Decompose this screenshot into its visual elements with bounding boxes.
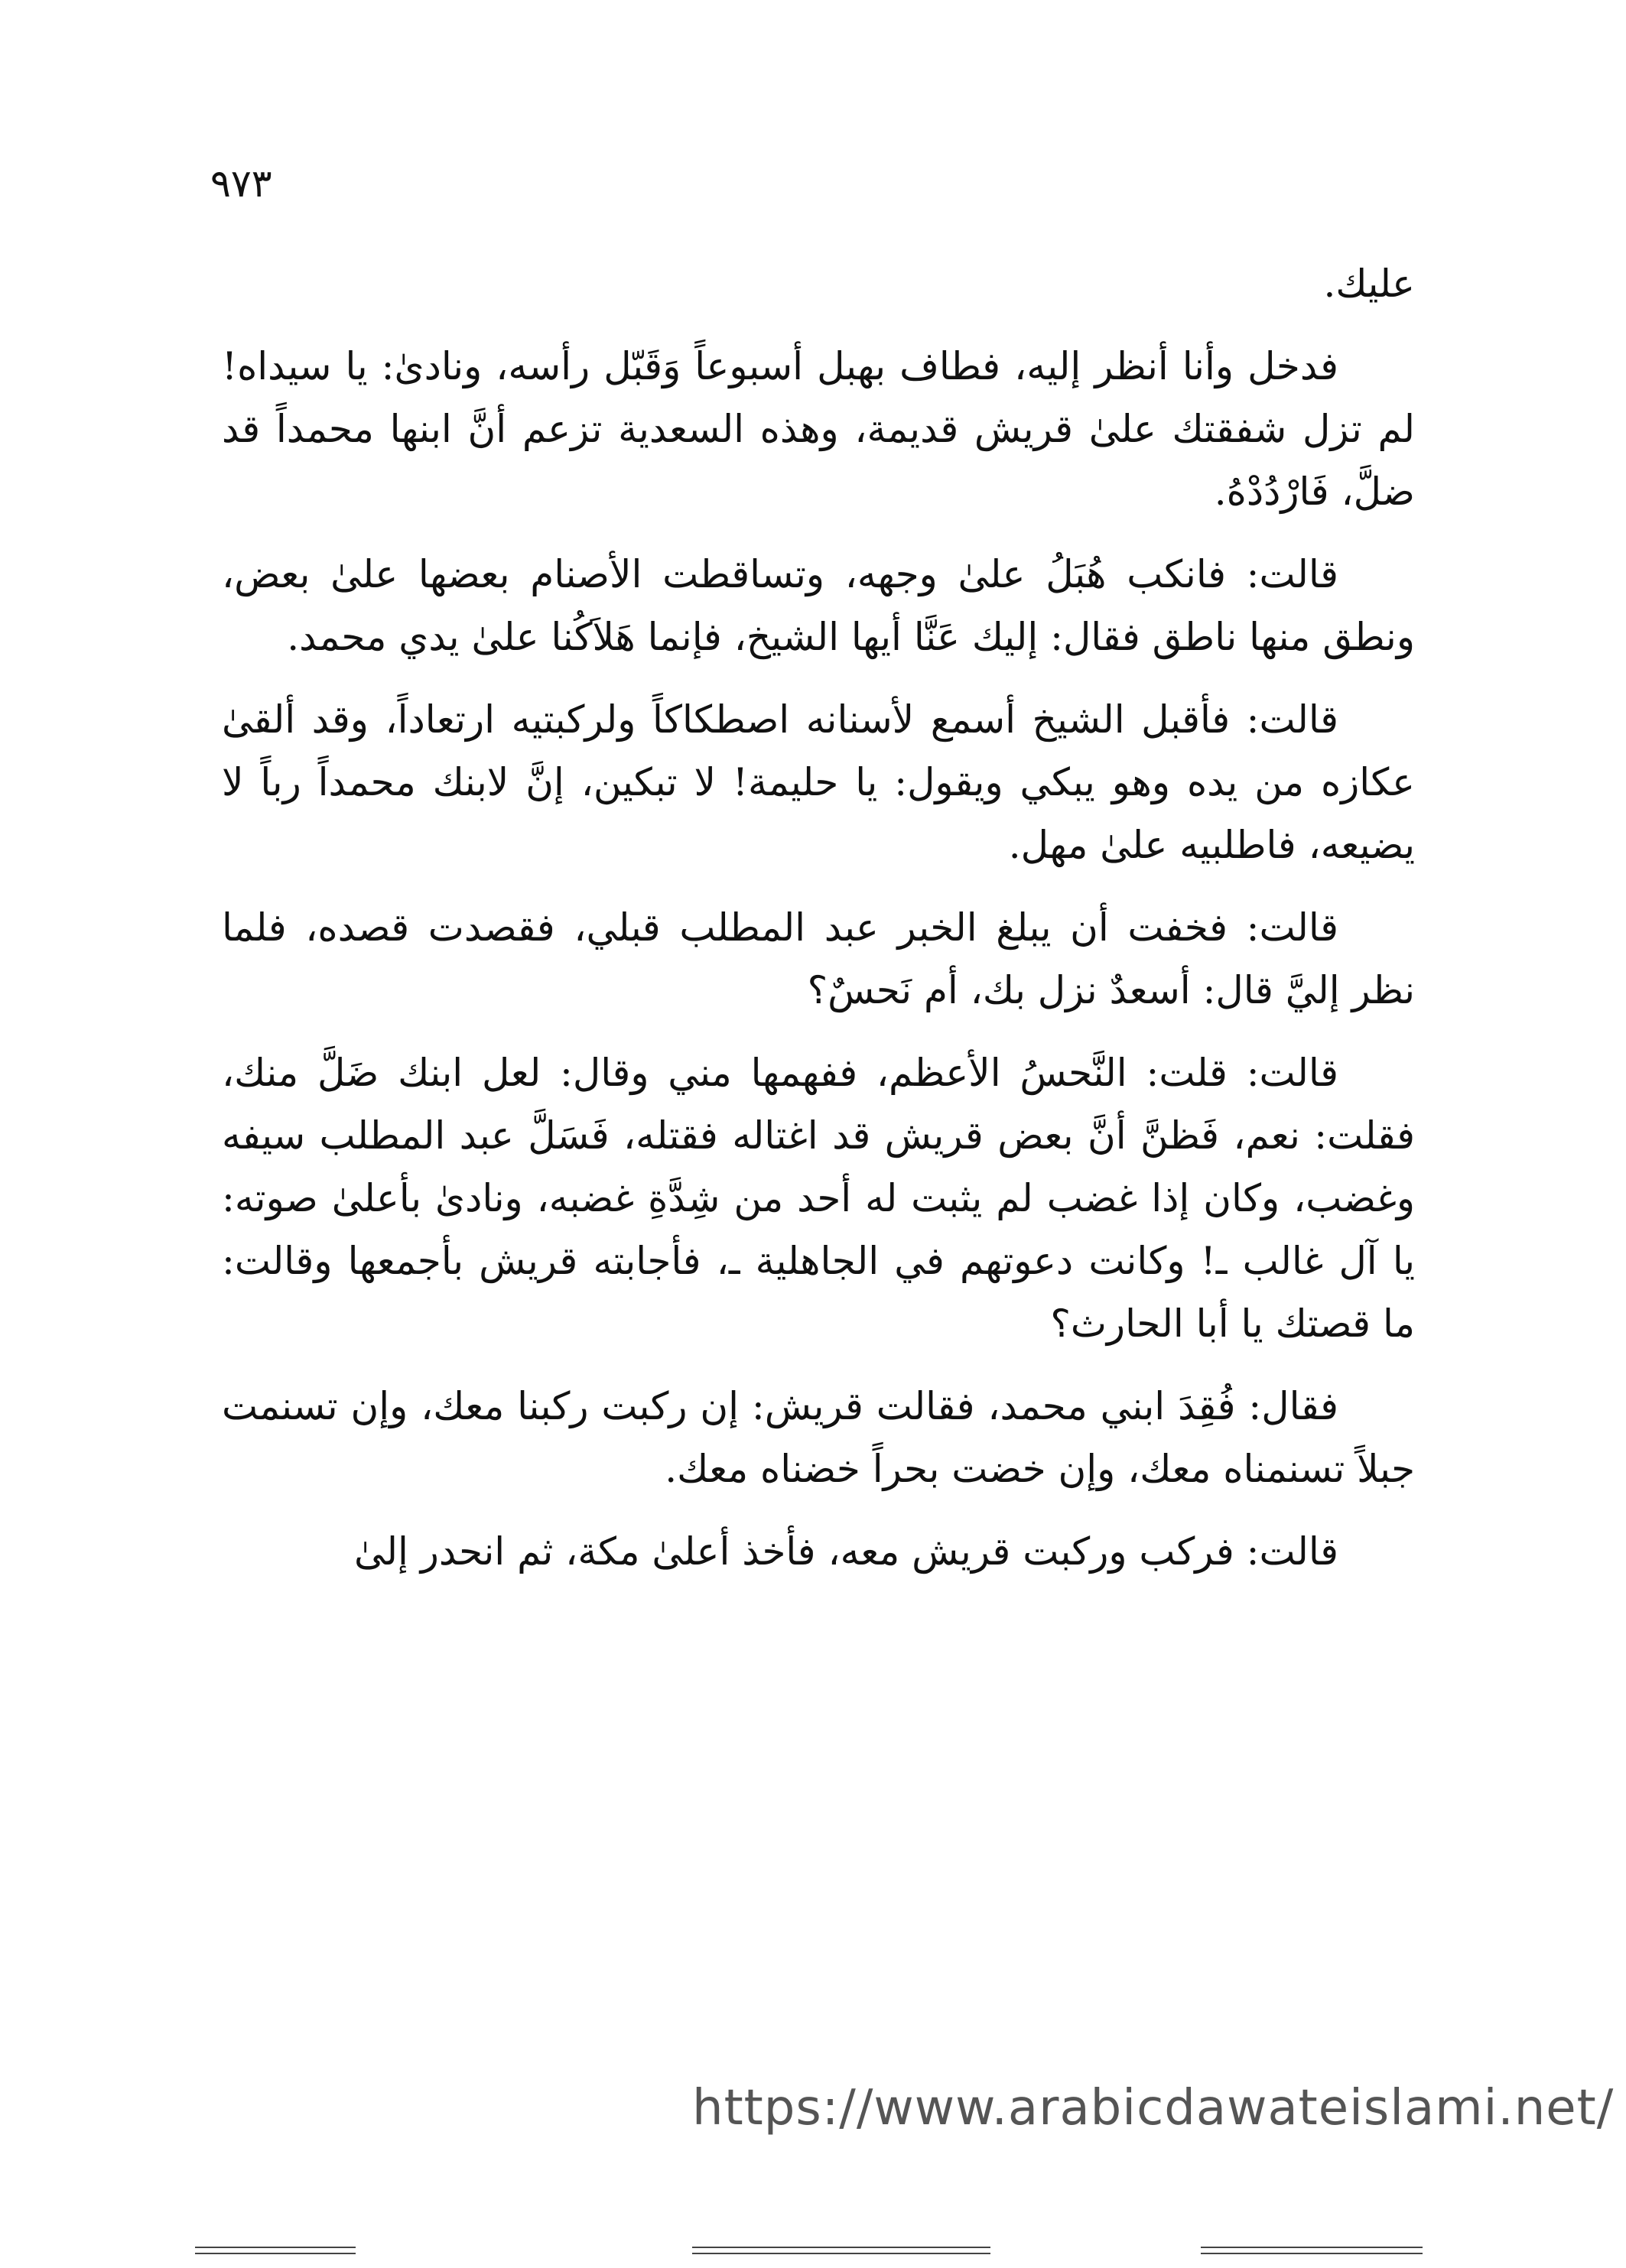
body-text xyxy=(222,252,1415,1603)
paragraph: عليك. xyxy=(1323,262,1415,306)
page-number: ٩٧٣ xyxy=(210,161,272,206)
footer-rules xyxy=(0,2247,1626,2254)
footer-rule xyxy=(1201,2247,1423,2254)
paragraph: فدخل وأنا أنظر إليه، فطاف بهبل أسبوعاً وَقَبّل رأسه، ونادىٰ: يا سيداه! لم تزل شفقتك علىٰ قريش قديمة، وهذه السعدية تزعم أنَّ ابنها محمداً قد ضلَّ، فَارْدُدْهُ. xyxy=(222,344,1415,514)
footer-rule xyxy=(195,2247,356,2254)
paragraph: فقال: فُقِدَ ابني محمد، فقالت قريش: إن ركبت ركبنا معك، وإن تسنمت جبلاً تسنمناه معك، وإن خضت بحراً خضناه معك. xyxy=(222,1384,1415,1491)
watermark-url: https://www.arabicdawateislami.net/ xyxy=(692,2080,1615,2136)
paragraph: قالت: فأقبل الشيخ أسمع لأسنانه اصطكاكاً ولركبتيه ارتعاداً، وقد ألقىٰ عكازه من يده وهو يبكي ويقول: يا حليمة! لا تبكين، إنَّ لابنك محمداً رباً لا يضيعه، فاطلبيه علىٰ مهل. xyxy=(222,697,1415,867)
paragraph: قالت: قلت: النَّحسُ الأعظم، ففهمها مني وقال: لعل ابنك ضَلَّ منك، فقلت: نعم، فَظنَّ أنَّ بعض قريش قد اغتاله فقتله، فَسَلَّ عبد المطلب سيفه وغضب، وكان إذا غضب لم يثبت له أحد من شِدَّةِ غضبه، ونادىٰ بأعلىٰ صوته: يا آل غالب ـ! وكانت دعوتهم في الجاهلية ـ، فأجابته قريش بأجمعها وقالت: ما قصتك يا أبا الحارث؟ xyxy=(222,1051,1415,1346)
paragraph: قالت: فخفت أن يبلغ الخبر عبد المطلب قبلي، فقصدت قصده، فلما نظر إليَّ قال: أسعدٌ نزل بك، أم نَحسٌ؟ xyxy=(222,905,1415,1012)
paragraph: قالت: فانكب هُبَلُ علىٰ وجهه، وتساقطت الأصنام بعضها علىٰ بعض، ونطق منها ناطق فقال: إليك عَنَّا أيها الشيخ، فإنما هَلاَكُنا علىٰ يدي محمد. xyxy=(222,552,1415,659)
footer-rule xyxy=(692,2247,990,2254)
paragraph: قالت: فركب وركبت قريش معه، فأخذ أعلىٰ مكة، ثم انحدر إلىٰ xyxy=(354,1529,1338,1574)
